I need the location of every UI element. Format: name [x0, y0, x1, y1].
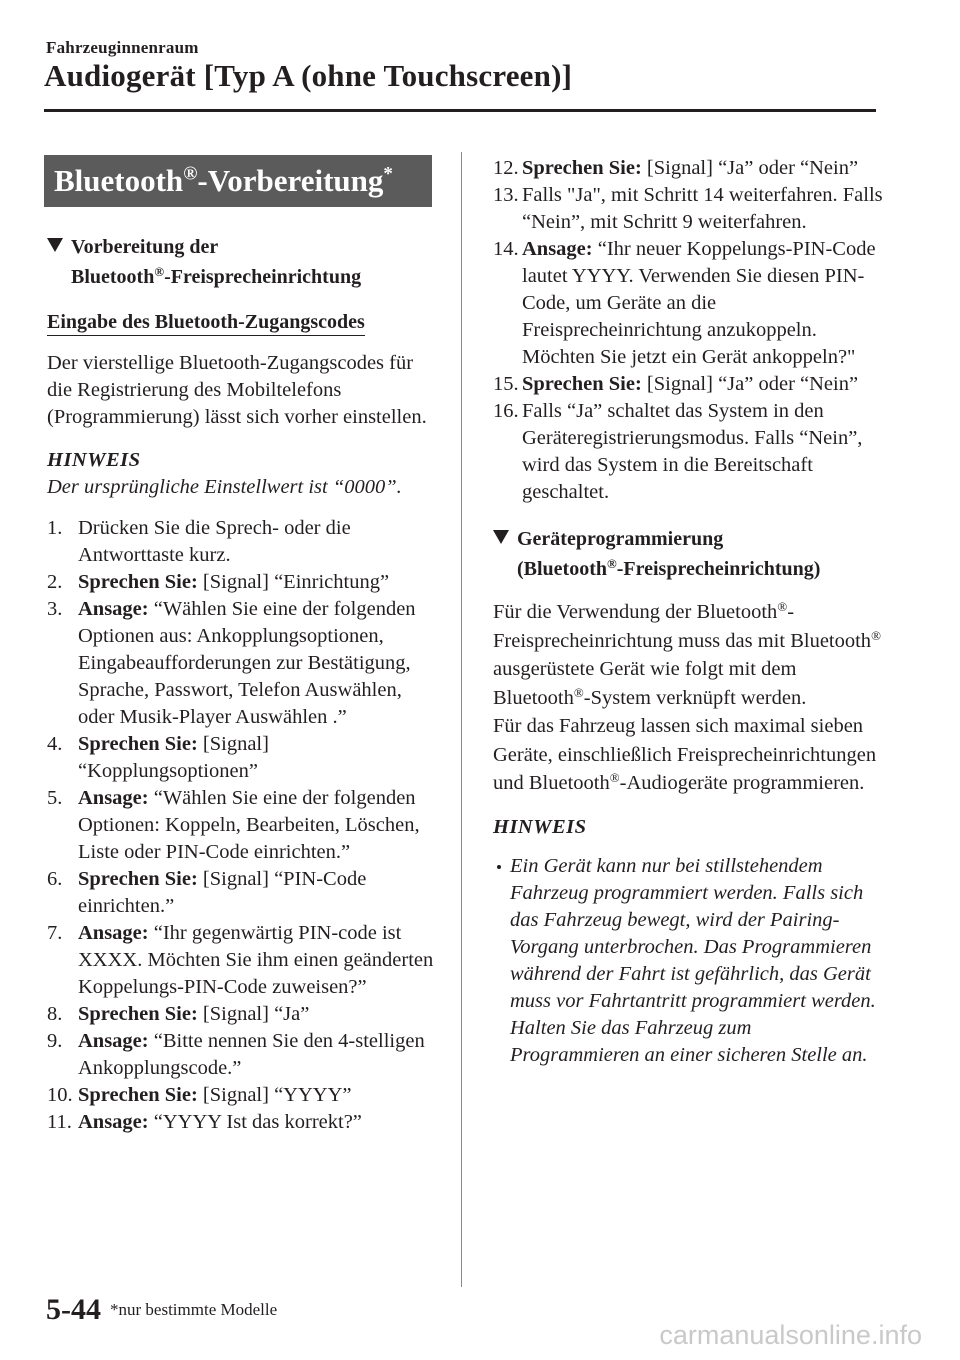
note2-heading: HINWEIS [493, 815, 587, 838]
step-keyword: Ansage: [78, 1111, 149, 1133]
devices-a: Für das Fahrzeug lassen sich maximal sieben Geräte, einschließlich Freisprecheinrichtungen und Bluetooth [493, 715, 877, 794]
underlined-heading-text: Eingabe des Bluetooth-Zugangscodes [47, 311, 365, 336]
step-text: “YYYY Ist das korrekt?” [148, 1111, 362, 1133]
step-number: 14. [493, 238, 519, 260]
step-item [47, 731, 439, 785]
step-text: Falls “Ja” schaltet das System in den Geräteregistrierungsmodus. Falls “Nein”, wird das System in die Bereitschaft geschaltet. [522, 400, 863, 503]
subheading-line2 [47, 262, 439, 292]
step-number: 10. [47, 1084, 73, 1106]
step-text: [Signal] “Ja” oder “Nein” [641, 157, 859, 179]
left-column [47, 155, 439, 1136]
step-keyword: Sprechen Sie: [78, 571, 198, 593]
usage-b: -Freisprecheinrichtung muss das mit Bluetooth [493, 601, 872, 652]
devices-paragraph [493, 712, 885, 798]
banner-suffix: -Vorbereitung [197, 163, 384, 198]
subheading-line2-a: Bluetooth [71, 266, 155, 288]
step-keyword: Ansage: [78, 598, 149, 620]
step-item [47, 596, 439, 731]
step-item [47, 785, 439, 866]
step-text: “Wählen Sie eine der folgenden Optionen: Koppeln, Bearbeiten, Löschen, Liste oder PIN-Code einrichten.” [78, 787, 420, 863]
step-text: [Signal] “Kopplungsoptionen” [78, 733, 269, 782]
title-divider [44, 109, 876, 112]
step-number: 3. [47, 598, 63, 620]
steps-list-right [493, 155, 885, 506]
right-column [493, 155, 885, 1069]
step-text: [Signal] “Ja” oder “Nein” [641, 373, 859, 395]
step-text: [Signal] “PIN-Code einrichten.” [78, 868, 367, 917]
step-keyword: Ansage: [78, 787, 149, 809]
banner-text: Bluetooth [54, 163, 184, 198]
step-keyword: Sprechen Sie: [78, 733, 198, 755]
underlined-heading [47, 308, 439, 336]
usage-d: -System verknüpft werden. [583, 686, 807, 709]
step-text: [Signal] “YYYY” [197, 1084, 352, 1106]
step-text: Drücken Sie die Sprech- oder die Antworttaste kurz. [78, 517, 351, 566]
step-keyword: Sprechen Sie: [78, 868, 198, 890]
reg-mark: ® [573, 684, 584, 700]
step-item [493, 398, 885, 506]
reg-mark: ® [777, 599, 788, 614]
reg-mark: ® [871, 627, 881, 643]
step-text: “Ihr neuer Koppelungs-PIN-Code lautet YYYY. Verwenden Sie diesen PIN-Code, um Geräte an die Freisprecheinrichtung anzukoppeln. Möchten Sie jetzt ein Gerät ankoppeln?" [522, 238, 876, 368]
banner-star: * [383, 163, 393, 185]
subheading-vorbereitung [47, 232, 439, 292]
step-keyword: Sprechen Sie: [522, 373, 642, 395]
step-keyword: Ansage: [78, 922, 149, 944]
step-item [493, 155, 885, 182]
reg-mark: ® [154, 264, 165, 279]
step-item [47, 569, 439, 596]
step-item [47, 515, 439, 569]
subheading-line1: Vorbereitung der [71, 236, 219, 258]
step-text: [Signal] “Einrichtung” [197, 571, 390, 593]
step-item [493, 182, 885, 236]
step-number: 5. [47, 787, 63, 809]
footnote: *nur bestimmte Modelle [110, 1300, 278, 1319]
step-item [493, 371, 885, 398]
step-text: [Signal] “Ja” [197, 1003, 310, 1025]
section-banner [44, 155, 432, 207]
usage-a: Für die Verwendung der Bluetooth [493, 601, 778, 623]
note2-bullet-text: Ein Gerät kann nur bei stillstehendem Fahrzeug programmiert werden. Falls sich das Fahrzeug bewegt, wird der Pairing-Vorgang unterbrochen. Das Programmieren während der Fahrt ist gefährlich, das Gerät muss vor Fahrtantritt programmiert werden. Halten Sie das Fahrzeug zum Programmieren an einer sicheren Stelle an. [510, 854, 876, 1066]
note2-bullet [493, 853, 885, 1069]
step-number: 11. [47, 1111, 72, 1133]
step-item [493, 236, 885, 371]
step-keyword: Sprechen Sie: [522, 157, 642, 179]
intro-paragraph: Der vierstellige Bluetooth-Zugangscodes für die Registrierung des Mobiltelefons (Programmierung) lässt sich vorher einstellen. [47, 352, 427, 428]
step-item [47, 1082, 439, 1109]
triangle-down-icon [47, 238, 63, 252]
usage-c: ausgerüstete Gerät wie folgt mit dem Bluetooth [493, 658, 797, 709]
step-keyword: Ansage: [522, 238, 593, 260]
watermark: carmanualsonline.info [659, 1320, 922, 1350]
page-number: 5-44 [46, 1293, 101, 1326]
triangle-down-icon [493, 530, 509, 544]
column-divider [461, 152, 462, 1287]
note-text: Der ursprüngliche Einstellwert ist “0000”. [47, 476, 402, 498]
step-number: 13. [493, 184, 519, 206]
step-number: 15. [493, 373, 519, 395]
step-item [47, 1109, 439, 1136]
step-text: “Wählen Sie eine der folgenden Optionen aus: Ankopplungsoptionen, Eingabeaufforderungen zur Bestätigung, Sprache, Passwort, Telefon Auswählen, oder Musik-Player Auswählen .” [78, 598, 416, 728]
devices-b: -Audiogeräte programmieren. [619, 772, 865, 794]
step-number: 2. [47, 571, 63, 593]
step-keyword: Ansage: [78, 1030, 149, 1052]
step-item [47, 866, 439, 920]
step-text: “Ihr gegenwärtig PIN-code ist XXXX. Möchten Sie ihm einen geänderten Koppelungs-PIN-Code zuweisen?” [78, 922, 434, 998]
usage-paragraph [493, 598, 885, 712]
step-number: 7. [47, 922, 63, 944]
step-item [47, 1028, 439, 1082]
subheading-geraeteprogrammierung [493, 524, 885, 584]
page-title: Audiogerät [Typ A (ohne Touchscreen)] [44, 58, 573, 93]
step-number: 16. [493, 400, 519, 422]
subheading2-line1: Geräteprogrammierung [517, 528, 724, 550]
step-text: Falls "Ja", mit Schritt 14 weiterfahren. Falls “Nein”, mit Schritt 9 weiterfahren. [522, 184, 883, 233]
steps-list-left [47, 515, 439, 1136]
reg-mark: ® [609, 770, 620, 785]
step-text: “Bitte nennen Sie den 4-stelligen Ankopplungscode.” [78, 1030, 425, 1079]
section-label: Fahrzeuginnenraum [46, 38, 199, 57]
step-number: 12. [493, 157, 519, 179]
step-number: 6. [47, 868, 63, 890]
note-heading: HINWEIS [47, 449, 141, 471]
subheading2-line2-a: (Bluetooth [517, 558, 607, 580]
step-keyword: Sprechen Sie: [78, 1003, 198, 1025]
step-number: 9. [47, 1030, 63, 1052]
step-item [47, 1001, 439, 1028]
banner-reg-mark: ® [183, 163, 198, 185]
bullet-dot-icon [497, 865, 501, 869]
step-number: 1. [47, 517, 63, 539]
step-item [47, 920, 439, 1001]
step-keyword: Sprechen Sie: [78, 1084, 198, 1106]
step-number: 4. [47, 733, 63, 755]
subheading2-line2 [493, 554, 885, 584]
step-number: 8. [47, 1003, 63, 1025]
reg-mark: ® [607, 556, 617, 571]
subheading2-line2-b: -Freisprecheinrichtung) [616, 558, 821, 580]
subheading-line2-b: -Freisprecheinrichtung [164, 266, 362, 288]
